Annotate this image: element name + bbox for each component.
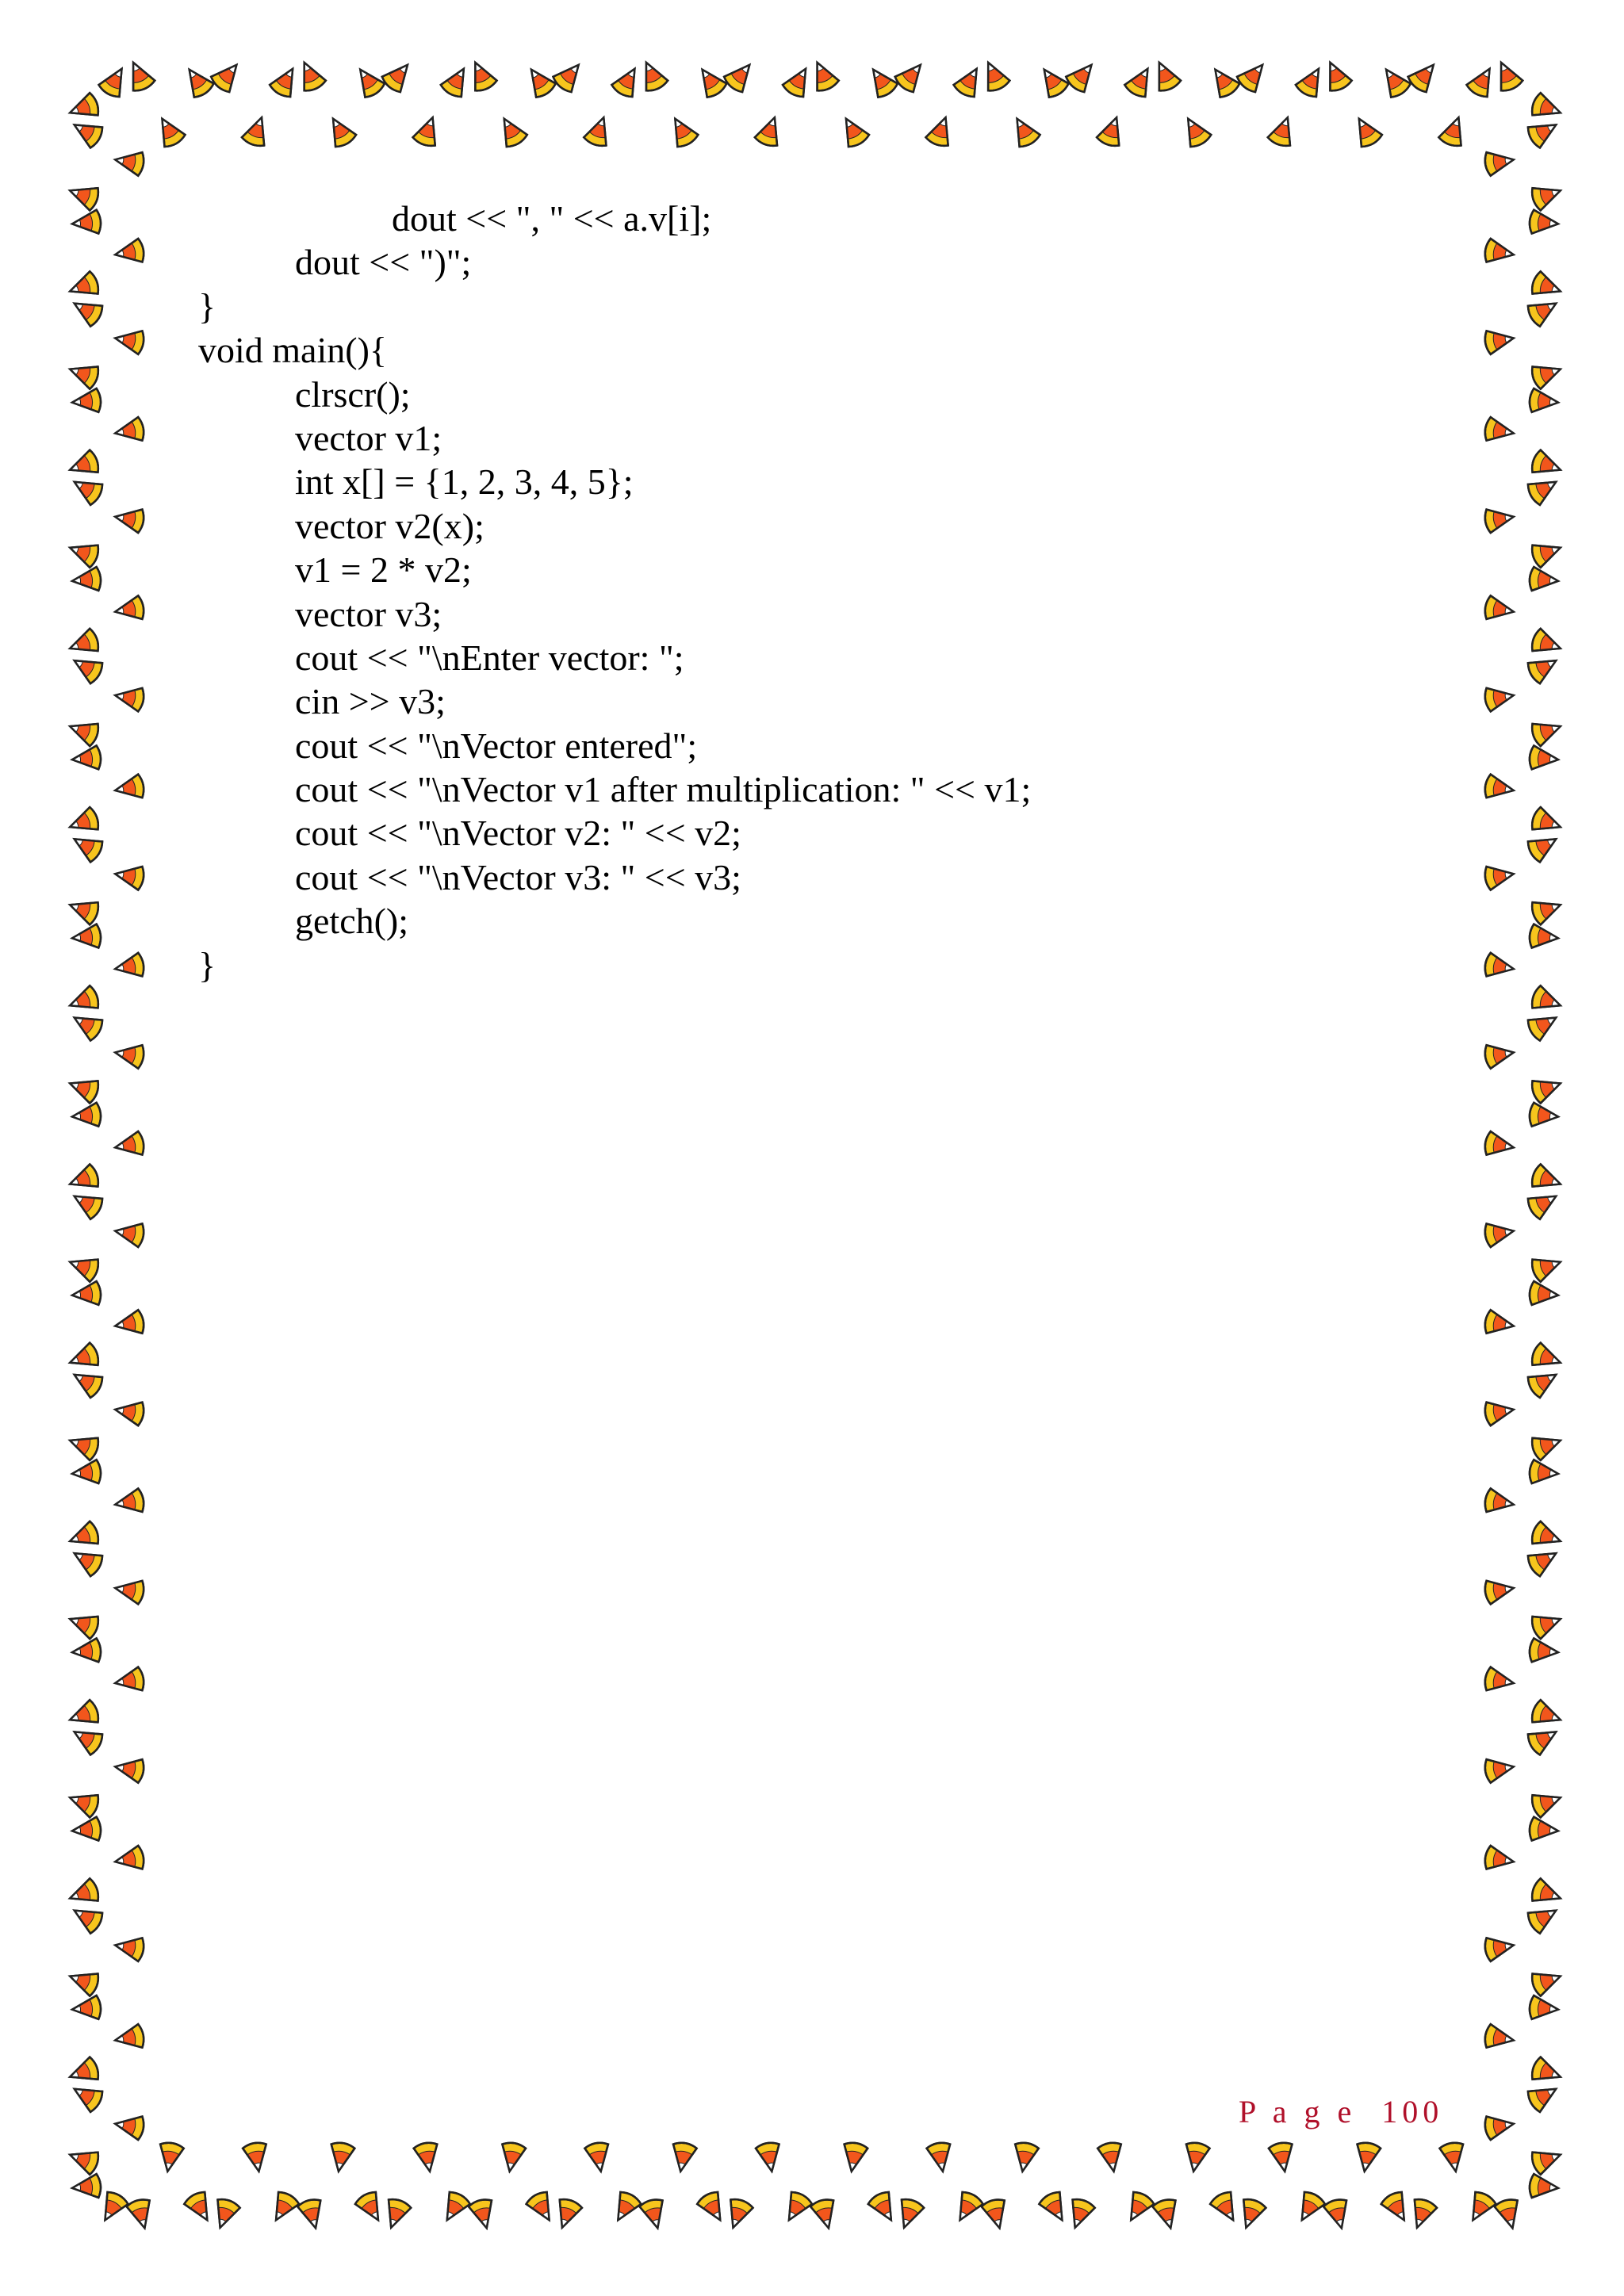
candy-corn-icon [1526, 2079, 1562, 2114]
candy-corn-icon [1484, 952, 1516, 981]
candy-corn-icon [522, 63, 557, 100]
candy-corn-icon [66, 985, 101, 1017]
candy-corn-icon [551, 2197, 584, 2232]
candy-corn-icon [68, 828, 105, 863]
candy-corn-icon [1182, 2141, 1210, 2174]
candy-corn-icon [1484, 1219, 1516, 1248]
candy-corn-icon [1438, 113, 1470, 148]
candy-corn-icon [126, 2198, 156, 2232]
candy-corn-icon [350, 63, 386, 100]
candy-corn-icon [1484, 2023, 1516, 2052]
candy-corn-icon [952, 63, 987, 99]
candy-corn-icon [66, 1608, 101, 1640]
candy-corn-icon [68, 1543, 105, 1578]
candy-corn-icon [98, 63, 132, 99]
candy-corn-icon [498, 2141, 527, 2174]
candy-corn-icon [156, 2141, 185, 2174]
candy-corn-icon [1526, 1364, 1562, 1399]
candy-corn-icon [152, 113, 187, 149]
candy-corn-icon [1178, 113, 1212, 149]
candy-corn-icon [268, 63, 303, 99]
candy-corn-icon [1529, 1638, 1559, 1664]
candy-corn-icon [1529, 1816, 1559, 1843]
code-line: dout << ")"; [295, 242, 472, 283]
candy-corn-icon [68, 472, 105, 507]
candy-corn-icon [123, 58, 156, 94]
candy-corn-icon [1484, 327, 1516, 355]
code-line: int x[] = {1, 2, 3, 4, 5}; [295, 461, 634, 503]
candy-corn-icon [1484, 862, 1516, 890]
candy-corn-icon [297, 2198, 327, 2232]
candy-corn-icon [635, 58, 668, 94]
candy-corn-icon [1529, 388, 1559, 415]
candy-corn-icon [722, 2197, 754, 2232]
candy-corn-icon [113, 2112, 146, 2141]
candy-corn-icon [1294, 63, 1329, 99]
code-line: clrscr(); [295, 373, 411, 415]
candy-corn-icon [1526, 115, 1562, 150]
candy-corn-icon [113, 505, 146, 534]
candy-corn-icon [1530, 894, 1565, 926]
candy-corn-icon [113, 683, 146, 712]
page-number: P a g e 100 [1239, 2094, 1444, 2130]
candy-corn-icon [113, 1845, 146, 1873]
candy-corn-icon [1205, 63, 1241, 100]
candy-corn-icon [781, 63, 816, 99]
candy-corn-icon [836, 113, 871, 149]
candy-corn-icon [1484, 1667, 1516, 1695]
code-line: cout << "\nVector v2: " << v2; [295, 813, 741, 854]
candy-corn-icon [68, 650, 105, 685]
candy-corn-icon [665, 113, 699, 149]
candy-corn-icon [1529, 567, 1559, 593]
candy-corn-icon [525, 2190, 560, 2226]
candy-corn-icon [71, 2174, 102, 2200]
candy-corn-icon [437, 2190, 472, 2226]
candy-corn-icon [1349, 113, 1384, 149]
candy-corn-icon [584, 2141, 613, 2174]
candy-corn-icon [66, 1251, 101, 1284]
candy-corn-icon [692, 63, 728, 100]
candy-corn-icon [1530, 1965, 1565, 1998]
candy-corn-icon [1530, 179, 1565, 212]
code-line: cout << "\nVector entered"; [295, 725, 698, 766]
code-listing [198, 197, 1467, 987]
candy-corn-icon [1151, 2198, 1182, 2232]
candy-corn-icon [113, 1398, 146, 1426]
candy-corn-icon [1530, 1163, 1565, 1196]
candy-corn-icon [1526, 293, 1562, 328]
candy-corn-icon [1530, 715, 1565, 748]
candy-corn-icon [68, 1008, 105, 1043]
candy-corn-icon [722, 57, 759, 94]
candy-corn-icon [439, 63, 474, 99]
candy-corn-icon [68, 1186, 105, 1221]
candy-corn-icon [66, 358, 101, 391]
code-line: vector v2(x); [295, 505, 485, 546]
candy-corn-icon [1529, 1281, 1559, 1307]
candy-corn-icon [1530, 270, 1565, 303]
candy-corn-icon [68, 2079, 105, 2114]
candy-corn-icon [1530, 1699, 1565, 1732]
candy-corn-icon [1007, 113, 1042, 149]
candy-corn-icon [1406, 57, 1442, 94]
candy-corn-icon [113, 1667, 146, 1695]
candy-corn-icon [610, 63, 645, 99]
candy-corn-icon [1465, 63, 1500, 99]
candy-corn-icon [113, 1934, 146, 1962]
candy-corn-icon [1323, 2198, 1353, 2232]
candy-corn-icon [1266, 113, 1299, 148]
candy-corn-icon [113, 1041, 146, 1070]
candy-corn-icon [1529, 209, 1559, 235]
candy-corn-icon [1380, 2190, 1415, 2226]
candy-corn-icon [1529, 745, 1559, 771]
candy-corn-icon [66, 806, 101, 839]
candy-corn-icon [71, 388, 102, 415]
candy-corn-icon [71, 567, 102, 593]
candy-corn-icon [71, 1638, 102, 1664]
candy-corn-icon [66, 627, 101, 660]
candy-corn-icon [1530, 449, 1565, 481]
candy-corn-icon [66, 2056, 101, 2088]
candy-corn-icon [981, 2198, 1011, 2232]
candy-corn-icon [68, 1900, 105, 1935]
candy-corn-icon [1526, 828, 1562, 863]
candy-corn-icon [1353, 2141, 1381, 2174]
code-line: cout << "\nVector v1 after multiplication: " << v1; [295, 769, 1032, 810]
candy-corn-icon [1529, 1102, 1559, 1128]
candy-corn-icon [465, 58, 498, 94]
code-line: v1 = 2 * v2; [295, 549, 472, 591]
code-line: dout << ", " << a.v[i]; [392, 198, 712, 239]
candy-corn-icon [551, 57, 588, 94]
candy-corn-icon [113, 1755, 146, 1784]
candy-corn-icon [179, 63, 215, 100]
candy-corn-icon [1530, 985, 1565, 1017]
candy-corn-icon [209, 57, 246, 94]
candy-corn-icon [113, 327, 146, 355]
candy-corn-icon [413, 2141, 442, 2174]
candy-corn-icon [242, 2141, 270, 2174]
candy-corn-icon [113, 952, 146, 981]
candy-corn-icon [1530, 92, 1565, 124]
candy-corn-icon [1484, 238, 1516, 266]
code-line: cout << "\nEnter vector: "; [295, 637, 684, 678]
code-line: cin >> v3; [295, 681, 446, 722]
candy-corn-icon [113, 1576, 146, 1605]
candy-corn-icon [1529, 1460, 1559, 1486]
candy-corn-icon [1526, 650, 1562, 685]
candy-corn-icon [1491, 58, 1524, 94]
candy-corn-icon [66, 2144, 101, 2176]
candy-corn-icon [1484, 1488, 1516, 1517]
candy-corn-icon [113, 148, 146, 177]
candy-corn-icon [1526, 1543, 1562, 1578]
code-line: vector v1; [295, 417, 442, 458]
code-line: void main(){ [198, 330, 387, 371]
candy-corn-icon [68, 1722, 105, 1757]
candy-corn-icon [71, 1102, 102, 1128]
candy-corn-icon [1484, 1398, 1516, 1426]
candy-corn-icon [1123, 63, 1158, 99]
candy-corn-icon [1148, 58, 1182, 94]
candy-corn-icon [266, 2190, 301, 2226]
candy-corn-icon [1494, 2198, 1524, 2232]
candy-corn-icon [1097, 2141, 1126, 2174]
candy-corn-icon [113, 416, 146, 445]
candy-corn-icon [1406, 2197, 1438, 2232]
candy-corn-icon [66, 1699, 101, 1732]
candy-corn-icon [1484, 1041, 1516, 1070]
candy-corn-icon [668, 2141, 697, 2174]
candy-corn-icon [1529, 1996, 1559, 2022]
candy-corn-icon [113, 595, 146, 624]
candy-corn-icon [66, 1429, 101, 1462]
candy-corn-icon [1208, 2190, 1243, 2226]
candy-corn-icon [68, 115, 105, 150]
candy-corn-icon [71, 1816, 102, 1843]
candy-corn-icon [327, 2141, 355, 2174]
candy-corn-icon [1526, 1900, 1562, 1935]
candy-corn-icon [113, 2023, 146, 2052]
code-line: } [198, 944, 216, 985]
candy-corn-icon [71, 1996, 102, 2022]
candy-corn-icon [71, 1281, 102, 1307]
candy-corn-icon [893, 57, 929, 94]
candy-corn-icon [1235, 2197, 1267, 2232]
candy-corn-icon [209, 2197, 242, 2232]
candy-corn-icon [893, 2197, 925, 2232]
candy-corn-icon [583, 113, 615, 148]
candy-corn-icon [1526, 472, 1562, 507]
candy-corn-icon [1439, 2141, 1468, 2174]
candy-corn-icon [1463, 2190, 1498, 2226]
candy-corn-icon [113, 1131, 146, 1159]
candy-corn-icon [1484, 416, 1516, 445]
candy-corn-icon [1484, 1131, 1516, 1159]
candy-corn-icon [66, 1965, 101, 1998]
candy-corn-icon [1484, 2112, 1516, 2141]
candy-corn-icon [1484, 148, 1516, 177]
candy-corn-icon [1064, 2197, 1097, 2232]
candy-corn-icon [1530, 1520, 1565, 1552]
candy-corn-icon [1064, 57, 1101, 94]
candy-corn-icon [1529, 2174, 1559, 2200]
candy-corn-icon [66, 1786, 101, 1819]
candy-corn-icon [71, 209, 102, 235]
candy-corn-icon [1526, 1008, 1562, 1043]
candy-corn-icon [840, 2141, 868, 2174]
candy-corn-icon [66, 1163, 101, 1196]
candy-corn-icon [1530, 1341, 1565, 1374]
candy-corn-icon [113, 1219, 146, 1248]
candy-corn-icon [1235, 57, 1271, 94]
candy-corn-icon [1526, 1722, 1562, 1757]
candy-corn-icon [71, 924, 102, 950]
candy-corn-icon [468, 2198, 498, 2232]
candy-corn-icon [1530, 1877, 1565, 1910]
candy-corn-icon [412, 113, 444, 148]
candy-corn-icon [1377, 63, 1412, 100]
candy-corn-icon [1530, 1072, 1565, 1104]
candy-corn-icon [241, 113, 274, 148]
candy-corn-icon [806, 58, 840, 94]
code-line: getch(); [295, 901, 409, 942]
candy-corn-icon [113, 862, 146, 890]
candy-corn-icon [1037, 2190, 1072, 2226]
candy-corn-icon [1526, 1186, 1562, 1221]
candy-corn-icon [1120, 2190, 1155, 2226]
candy-corn-icon [1484, 1755, 1516, 1784]
candy-corn-icon [1530, 806, 1565, 839]
candy-corn-icon [1530, 1429, 1565, 1462]
candy-corn-icon [380, 2197, 412, 2232]
candy-corn-icon [1035, 63, 1071, 100]
candy-corn-icon [66, 537, 101, 569]
candy-corn-icon [1268, 2141, 1297, 2174]
candy-corn-icon [380, 57, 416, 94]
candy-corn-icon [864, 63, 899, 100]
candy-corn-icon [66, 92, 101, 124]
candy-corn-icon [1484, 1310, 1516, 1338]
candy-corn-icon [1011, 2141, 1040, 2174]
candy-corn-icon [950, 2190, 985, 2226]
candy-corn-icon [926, 2141, 955, 2174]
candy-corn-icon [1529, 924, 1559, 950]
candy-corn-icon [66, 449, 101, 481]
candy-corn-icon [639, 2198, 669, 2232]
candy-corn-icon [1530, 358, 1565, 391]
candy-corn-icon [113, 238, 146, 266]
candy-corn-icon [66, 1072, 101, 1104]
candy-corn-icon [1484, 595, 1516, 624]
candy-corn-icon [113, 1488, 146, 1517]
candy-corn-icon [71, 745, 102, 771]
candy-corn-icon [354, 2190, 389, 2226]
candy-corn-icon [66, 894, 101, 926]
code-line: } [198, 285, 216, 327]
candy-corn-icon [113, 774, 146, 802]
candy-corn-icon [1530, 2144, 1565, 2176]
candy-corn-icon [978, 58, 1011, 94]
candy-corn-icon [323, 113, 358, 149]
candy-corn-icon [810, 2198, 840, 2232]
candy-corn-icon [66, 179, 101, 212]
candy-corn-icon [494, 113, 529, 149]
candy-corn-icon [1484, 1576, 1516, 1605]
candy-corn-icon [1320, 58, 1353, 94]
candy-corn-icon [68, 1364, 105, 1399]
candy-corn-icon [1484, 683, 1516, 712]
candy-corn-icon [925, 113, 957, 148]
candy-corn-icon [695, 2190, 730, 2226]
candy-corn-icon [68, 293, 105, 328]
candy-corn-icon [66, 270, 101, 303]
candy-corn-icon [182, 2190, 217, 2226]
candy-corn-icon [1530, 537, 1565, 569]
candy-corn-icon [1096, 113, 1128, 148]
candy-corn-icon [66, 1341, 101, 1374]
code-line: cout << "\nVector v3: " << v3; [295, 856, 741, 897]
candy-corn-icon [66, 1877, 101, 1910]
candy-corn-icon [753, 113, 786, 148]
candy-corn-icon [113, 1310, 146, 1338]
candy-corn-icon [1484, 774, 1516, 802]
candy-corn-icon [1484, 1934, 1516, 1962]
candy-corn-icon [1530, 1608, 1565, 1640]
candy-corn-icon [1530, 2056, 1565, 2088]
candy-corn-icon [71, 1460, 102, 1486]
candy-corn-icon [66, 1520, 101, 1552]
candy-corn-icon [779, 2190, 814, 2226]
candy-corn-icon [66, 715, 101, 748]
candy-corn-icon [755, 2141, 783, 2174]
candy-corn-icon [1530, 1786, 1565, 1819]
candy-corn-icon [1292, 2190, 1327, 2226]
candy-corn-icon [607, 2190, 642, 2226]
code-line: vector v3; [295, 593, 442, 634]
candy-corn-icon [867, 2190, 902, 2226]
candy-corn-icon [1484, 505, 1516, 534]
candy-corn-icon [1484, 1845, 1516, 1873]
candy-corn-icon [1530, 627, 1565, 660]
candy-corn-icon [1530, 1251, 1565, 1284]
candy-corn-icon [293, 58, 327, 94]
